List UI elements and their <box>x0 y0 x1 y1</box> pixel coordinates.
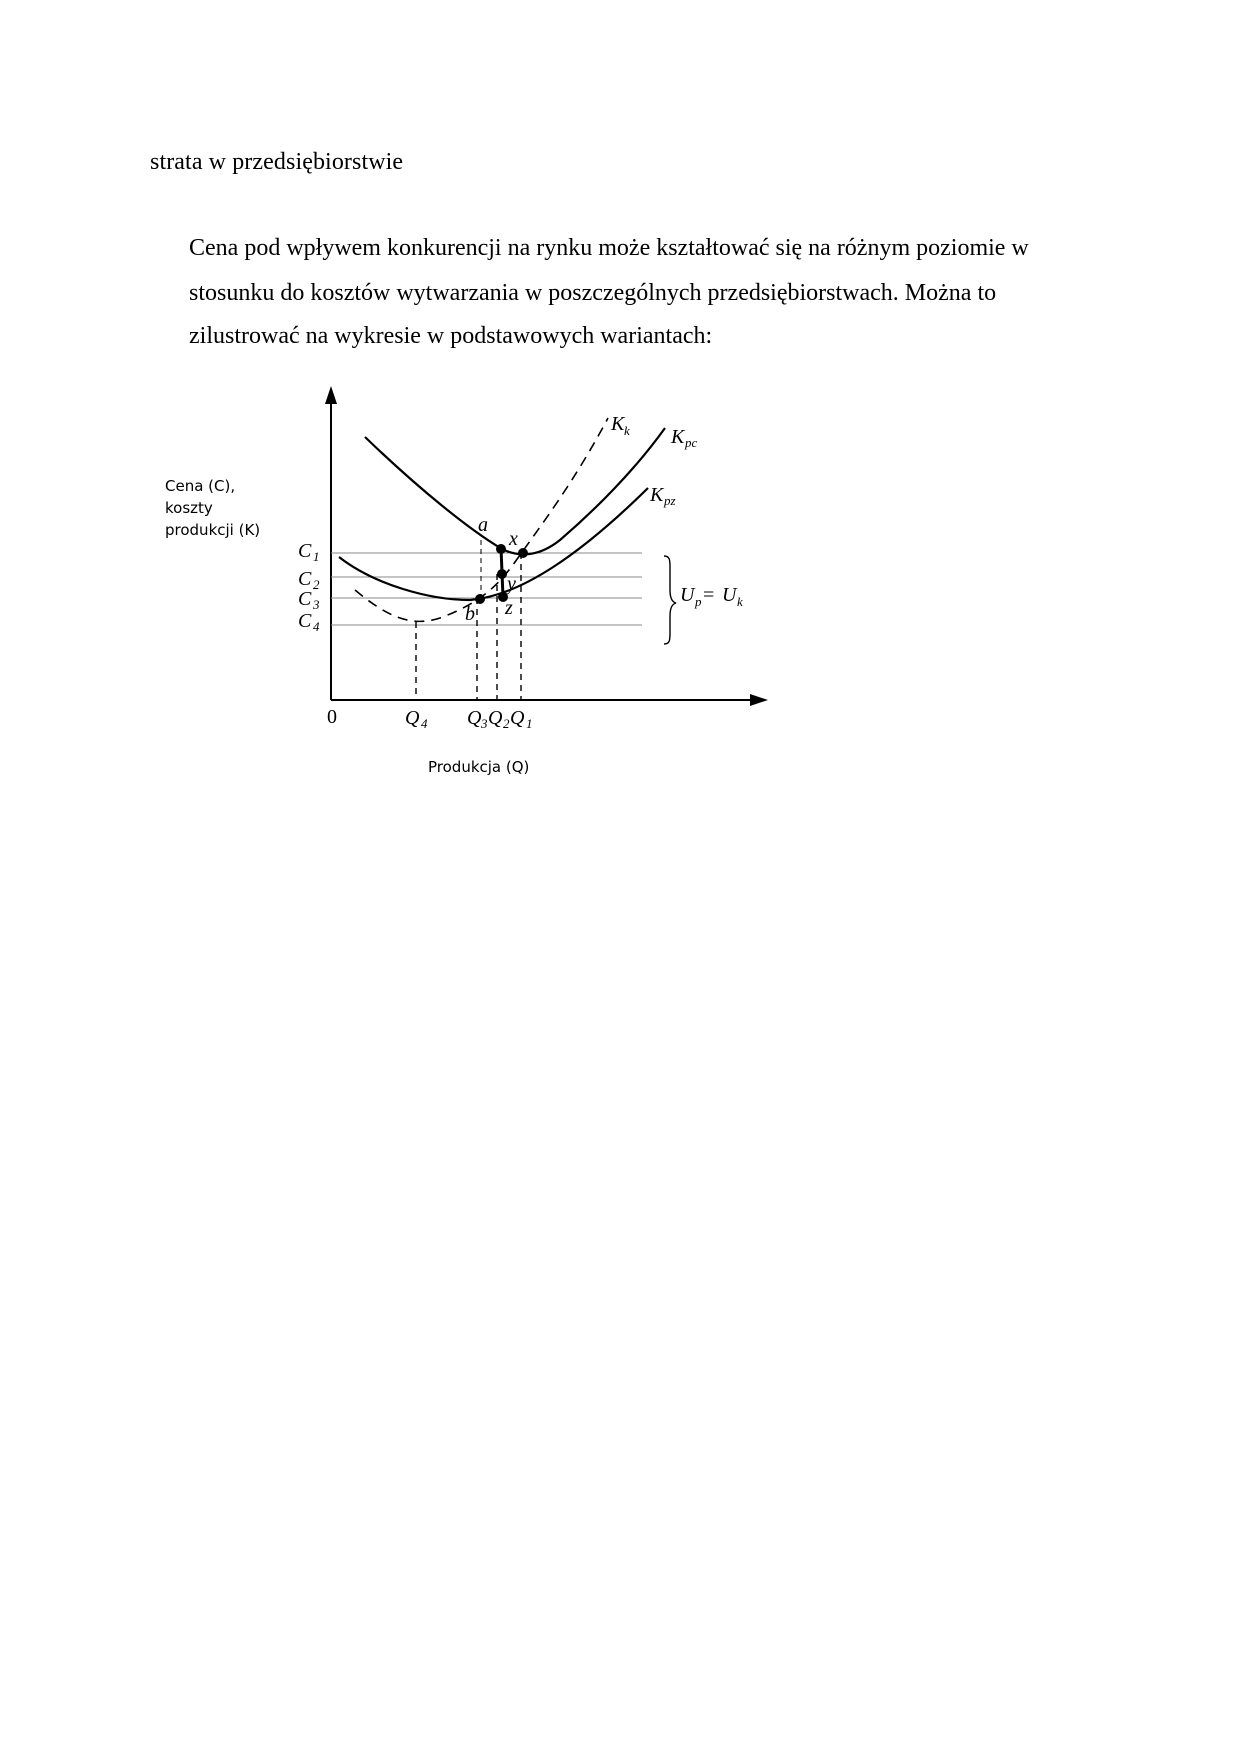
svg-text:Q: Q <box>510 707 525 729</box>
svg-text:pz: pz <box>664 493 676 508</box>
svg-text:2: 2 <box>313 577 320 592</box>
svg-text:Cena (C),: Cena (C), <box>165 477 236 495</box>
svg-text:C: C <box>298 540 312 562</box>
svg-text:p: p <box>695 594 702 609</box>
quantity-label-q4 <box>405 707 428 731</box>
paragraph-line-3: zilustrować na wykresie w podstawowych wariantach: <box>189 323 713 349</box>
svg-text:K: K <box>650 484 664 506</box>
svg-text:=: = <box>703 584 715 606</box>
svg-text:3: 3 <box>481 716 488 731</box>
point-y <box>497 569 507 579</box>
svg-text:k: k <box>624 423 630 438</box>
y-axis-title <box>165 477 260 539</box>
quantity-label-q3 <box>467 707 488 731</box>
svg-text:pc: pc <box>685 435 698 450</box>
label-b: b <box>465 603 475 625</box>
svg-text:K: K <box>671 426 685 448</box>
svg-text:C: C <box>298 568 312 590</box>
paragraph-line-1: Cena pod wpływem konkurencji na rynku może kształtować się na różnym poziomie w <box>189 235 1029 261</box>
svg-text:1: 1 <box>526 716 533 731</box>
curve-label-kk <box>610 413 630 438</box>
paragraph-line-2: stosunku do kosztów wytwarzania w poszczególnych przedsiębiorstwach. Można to <box>189 280 997 306</box>
quantity-label-q2 <box>488 707 510 731</box>
label-z: z <box>505 597 513 619</box>
svg-text:k: k <box>737 594 743 609</box>
svg-text:4: 4 <box>313 619 320 634</box>
point-a <box>496 544 506 554</box>
origin-label: 0 <box>327 706 337 728</box>
brace <box>664 556 676 644</box>
label-a: a <box>478 514 488 536</box>
svg-text:2: 2 <box>503 716 510 731</box>
svg-text:koszty: koszty <box>165 499 213 517</box>
point-x <box>518 548 528 558</box>
price-label-c4 <box>298 610 320 634</box>
svg-text:produkcji (K): produkcji (K) <box>165 521 261 539</box>
svg-text:3: 3 <box>313 597 320 612</box>
svg-text:U: U <box>722 584 737 606</box>
point-b <box>475 594 485 604</box>
bracket-label <box>680 584 743 609</box>
y-axis-arrow <box>325 386 337 404</box>
x-axis-arrow <box>750 694 768 706</box>
x-axis-title: Produkcja (Q) <box>428 758 530 776</box>
quantity-label-q1 <box>510 707 533 731</box>
heading-line: strata w przedsiębiorstwie <box>150 149 404 175</box>
label-y: y <box>507 573 516 595</box>
price-label-c1 <box>298 540 320 564</box>
svg-text:Q: Q <box>467 707 482 729</box>
svg-text:1: 1 <box>313 549 320 564</box>
svg-text:Q: Q <box>488 707 503 729</box>
svg-text:C: C <box>298 610 312 632</box>
curve-label-kpz <box>649 484 676 508</box>
svg-text:U: U <box>680 584 695 606</box>
label-x: x <box>509 528 518 550</box>
curve-label-kpc <box>670 426 698 450</box>
svg-text:4: 4 <box>421 716 428 731</box>
svg-text:C: C <box>298 588 312 610</box>
svg-text:Q: Q <box>405 707 420 729</box>
svg-text:K: K <box>611 413 625 435</box>
